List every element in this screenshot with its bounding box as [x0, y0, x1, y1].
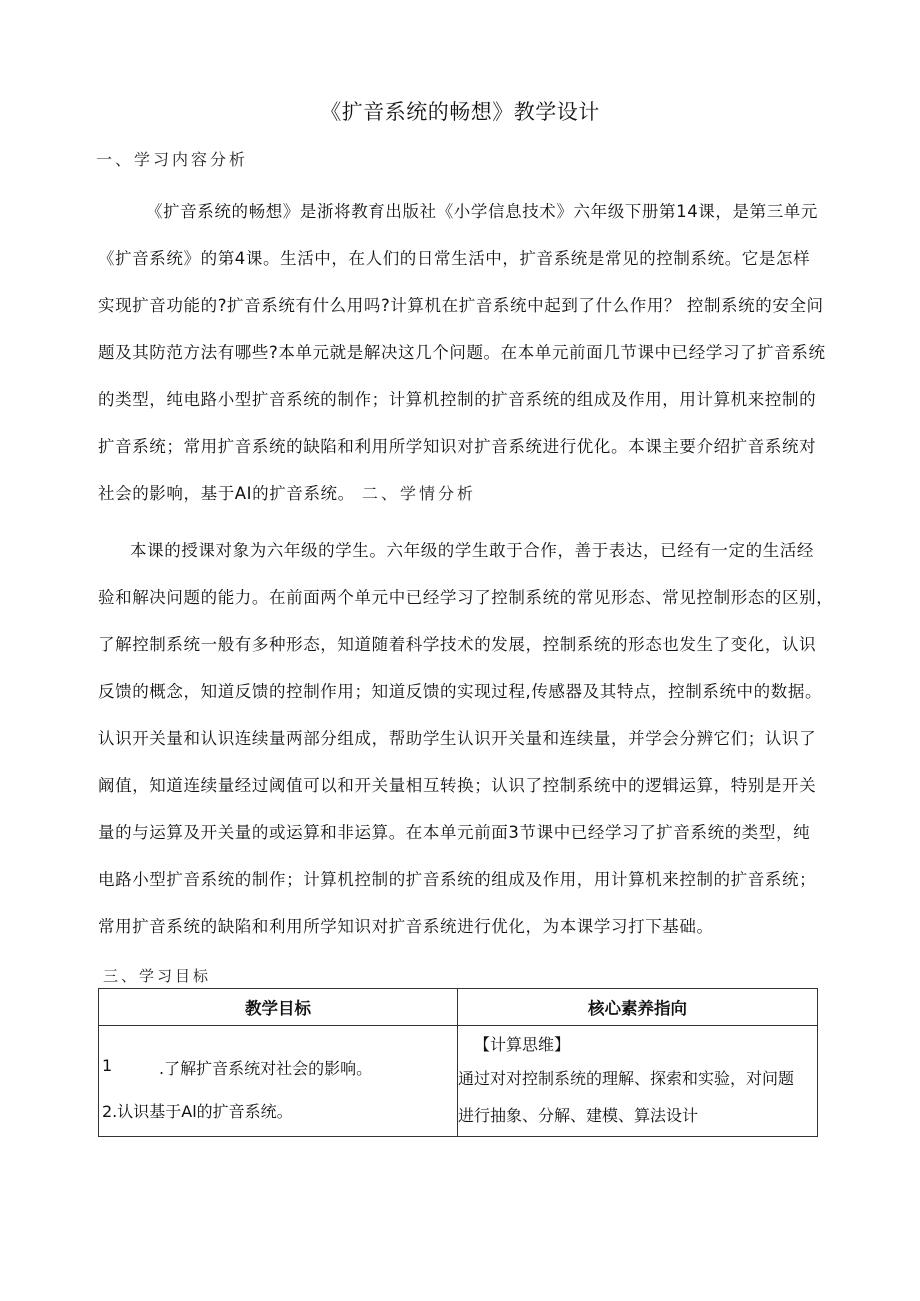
section-1-line: 《扩音系统的畅想》是浙将教育出版社《小学信息技术》六年级下册第14课，是第三单元	[146, 202, 818, 221]
section-2-line: 了解控制系统一般有多种形态，知道随着科学技术的发展，控制系统的形态也发生了变化，认识	[98, 635, 817, 654]
section-2-line: 认识开关量和认识连续量两部分组成，帮助学生认识开关量和连续量，并学会分辨它们；认识了	[98, 729, 817, 748]
goal-1-number: 1	[102, 1056, 113, 1075]
section-2-line: 量的与运算及开关量的或运算和非运算。在本单元前面3节课中已经学习了扩音系统的类型，纯	[98, 823, 811, 842]
section-1-line: 题及其防范方法有哪些?本单元就是解决这几个问题。在本单元前面几节课中已经学习了扩音系统	[98, 343, 826, 362]
goal-2-text: 2.认识基于Al的扩音系统。	[102, 1102, 293, 1121]
section-2-line: 反馈的概念，知道反馈的控制作用；知道反馈的实现过程,传感器及其特点，控制系统中的数据。	[98, 682, 823, 701]
section-1-heading: 一、学习内容分析	[96, 150, 249, 169]
goals-cell	[99, 1026, 458, 1137]
literacy-tag: 【计算思维】	[474, 1035, 571, 1054]
document-title: 《扩音系统的畅想》教学设计	[320, 100, 600, 124]
goals-header: 教学目标	[99, 989, 458, 1026]
literacy-line: 通过对对控制系统的理解、探索和实验，对问题	[458, 1069, 795, 1088]
section-1-line: 《扩音系统》的第4课。生活中，在人们的日常生活中，扩音系统是常见的控制系统。它是怎样	[98, 249, 811, 268]
section-1-line: 的类型，纯电路小型扩音系统的制作；计算机控制的扩音系统的组成及作用，用计算机来控制的	[98, 390, 817, 409]
section-2-line: 阚值，知道连续量经过阈值可以和开关量相互转换；认识了控制系统中的逻辑运算，特别是开关	[98, 776, 817, 795]
literacy-header: 核心素养指向	[458, 989, 818, 1026]
table-header-row	[99, 989, 818, 1026]
literacy-line: 进行抽象、分解、建模、算法设计	[458, 1106, 699, 1125]
section-3-heading: 三、学习目标	[103, 967, 212, 985]
section-1-line: 实现扩音功能的?扩音系统有什么用吗?计算机在扩音系统中起到了什么作用？ 控制系统的安全问	[98, 296, 824, 315]
section-2-line: 验和解决问题的能力。在前面两个单元中已经学习了控制系统的常见形态、常见控制形态的区别，	[98, 588, 834, 607]
section-1-line: 社会的影响，基于AI的扩音系统。	[98, 484, 355, 503]
section-2-line: 本课的授课对象为六年级的学生。六年级的学生敢于合作，善于表达，已经有一定的生活经	[130, 541, 814, 560]
learning-goals-table	[98, 988, 818, 1137]
section-2-heading: 二、学情分析	[362, 484, 477, 503]
section-2-line: 常用扩音系统的缺陷和利用所学知识对扩音系统进行优化，为本课学习打下基础。	[98, 917, 714, 936]
section-2-line: 电路小型扩音系统的制作；计算机控制的扩音系统的组成及作用，用计算机来控制的扩音系统；	[98, 870, 817, 889]
section-1-line: 扩音系统；常用扩音系统的缺陷和利用所学知识对扩音系统进行优化。本课主要介绍扩音系统对	[98, 437, 817, 456]
literacy-cell	[458, 1026, 818, 1137]
goal-1-text: .了解扩音系统对社会的影响。	[159, 1059, 373, 1078]
table-row	[99, 1026, 818, 1137]
